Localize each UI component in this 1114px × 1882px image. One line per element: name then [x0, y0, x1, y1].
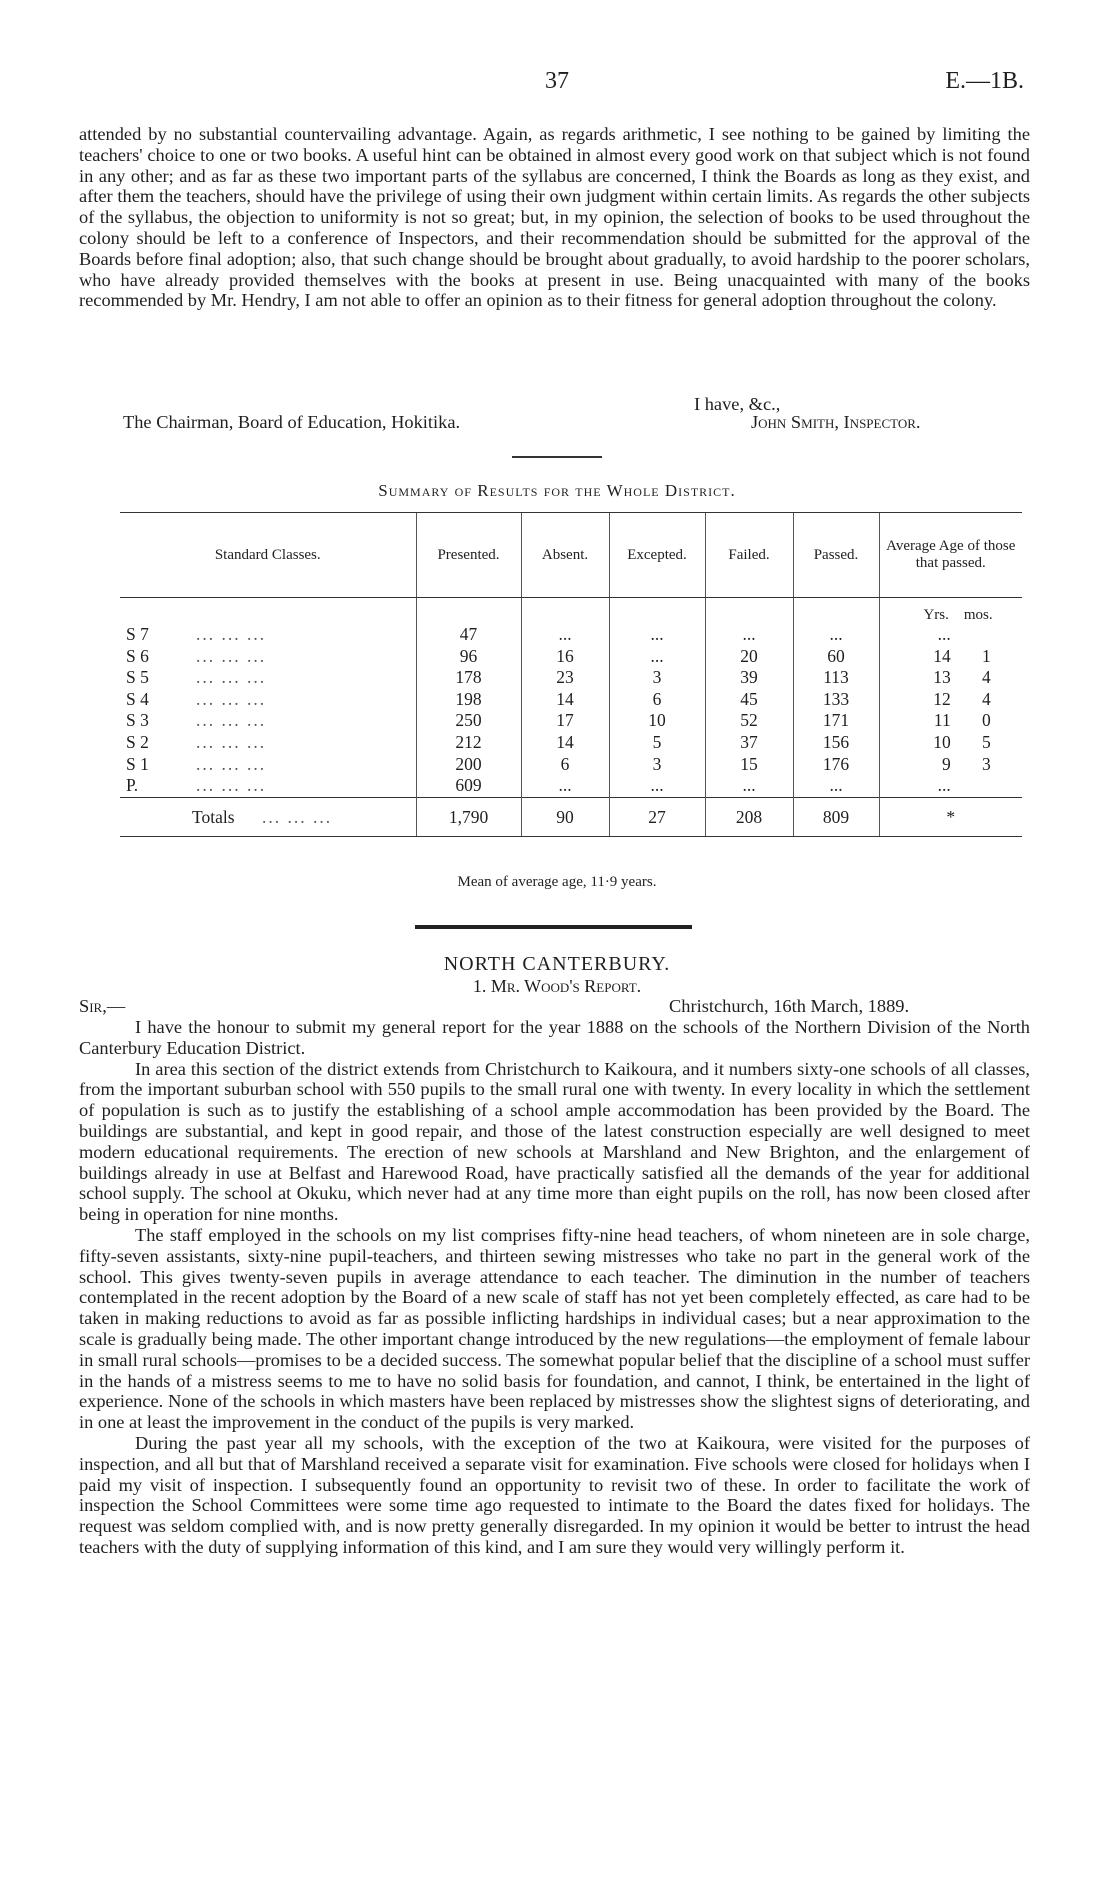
column-header: Failed. — [705, 513, 793, 598]
years-unit: Yrs. — [923, 607, 949, 623]
passed-cell: ... — [793, 624, 879, 646]
section-title: NORTH CANTERBURY. — [443, 953, 671, 975]
failed-cell: 15 — [705, 754, 793, 776]
column-header: Passed. — [793, 513, 879, 598]
failed-cell: 37 — [705, 732, 793, 754]
summary-table — [120, 512, 1022, 837]
age-years: 9 — [942, 753, 951, 774]
page-number: 37 — [545, 68, 569, 94]
paragraph: attended by no substantial countervailing advantage. Again, as regards arithmetic, I see nothing to be gained by limiting the teachers' choice to one or two books. A useful hint can be obtained in almost every good work on that subject which is not found in any other; and as far as these two important parts of the syllabus are concerned, I think the Boards as long as they exist, and after them the teachers, should have the privilege of using their own judgment within certain limits. As regards the other subjects of the syllabus, the objection to uniformity is not so great; but, in my opinion, the selection of books to be used throughout the colony should be left to a conference of Inspectors, and their recommendation should be submitted for the approval of the Boards before final adoption; also, that such change should be brought about gradually, to avoid hardship to the poorer scholars, who have already provided themselves with the books at present in use. Being unacquainted with many of the books recommended by Mr. Hendry, I am not able to offer an opinion as to their fitness for general adoption throughout the colony. — [79, 124, 1030, 311]
passed-cell: 176 — [793, 754, 879, 776]
presented-cell: 198 — [416, 689, 521, 711]
age-cell — [879, 754, 1022, 776]
leader-dots: ... ... ... — [196, 645, 267, 666]
excepted-total: 27 — [609, 797, 705, 836]
absent-cell: ... — [521, 775, 609, 797]
totals-cell — [120, 797, 416, 836]
age-cell — [879, 710, 1022, 732]
age-years: 13 — [933, 667, 951, 688]
presented-cell: 47 — [416, 624, 521, 646]
age-years: 10 — [933, 731, 951, 752]
column-header: Average Age of those that passed. — [879, 513, 1022, 598]
presented-cell: 200 — [416, 754, 521, 776]
failed-cell: ... — [705, 624, 793, 646]
table-row — [120, 775, 1022, 797]
passed-cell: 133 — [793, 689, 879, 711]
class-label: S 6 — [126, 645, 149, 666]
excepted-cell: 5 — [609, 732, 705, 754]
presented-cell: 609 — [416, 775, 521, 797]
class-cell — [120, 646, 416, 668]
failed-cell: 45 — [705, 689, 793, 711]
dateline: Christchurch, 16th March, 1889. — [669, 996, 910, 1016]
absent-cell: 17 — [521, 710, 609, 732]
failed-total: 208 — [705, 797, 793, 836]
table-row — [120, 732, 1022, 754]
excepted-cell: 3 — [609, 754, 705, 776]
failed-cell: 39 — [705, 667, 793, 689]
column-header: Presented. — [416, 513, 521, 598]
leader-dots: ... ... ... — [196, 775, 267, 796]
report-title: 1. Mr. Wood's Report. — [472, 976, 642, 996]
table-row — [120, 754, 1022, 776]
presented-cell: 96 — [416, 646, 521, 668]
failed-cell: 52 — [705, 710, 793, 732]
units-row — [120, 598, 1022, 625]
paragraph: I have the honour to submit my general report for the year 1888 on the schools of the Northern Division of the North Canterbury Education District. — [79, 1017, 1030, 1058]
table-title: Summary of Results for the Whole District. — [378, 481, 736, 500]
salutation: Sir,— — [79, 996, 126, 1016]
paragraph: During the past year all my schools, with the exception of the two at Kaikoura, were visited for the purposes of inspection, and all but that of Marshland received a separate visit for examination. Five schools were closed for holidays when I paid my visit of inspection. I subsequently found an opportunity to revisit two of these. In order to facilitate the work of inspection the School Committees were some time ago requested to intimate to the Board the dates fixed for holidays. The request was seldom complied with, and is now pretty generally disregarded. In my opinion it would be better to intrust the head teachers with the duty of supplying information of this kind, and I am sure they would very willingly perform it. — [79, 1432, 1030, 1557]
class-label: S 4 — [126, 688, 149, 709]
paragraph: The staff employed in the schools on my list comprises fifty-nine head teachers, of whom nineteen are in sole charge, fifty-seven assistants, sixty-nine pupil-teachers, and thirteen sewing mistresses who take no part in the general work of the school. This gives twenty-seven pupils in average attendance to each teacher. The diminution in the number of teachers contemplated in the recent adoption by the Board of a new scale of staff has not yet been completely effected, as care had to be taken in making reductions to avoid as far as possible inflicting hardships in individual cases; but a near approximation to the scale is gradually being made. The other important change introduced by the new regulations—the employment of female labour in small rural schools—promises to be a decided success. The somewhat popular belief that the discipline of a school must suffer in the hands of a mistress seems to me to have no solid basis for foundation, and cannot, I think, be entertained in the light of experience. None of the schools in which masters have been replaced by mistresses show the slightest signs of deteriorating, and in one at least the improvement in the conduct of the pupils is very marked. — [79, 1224, 1030, 1433]
months-unit: mos. — [963, 607, 993, 623]
passed-cell: 60 — [793, 646, 879, 668]
passed-cell: 171 — [793, 710, 879, 732]
table-note: Mean of average age, 11·9 years. — [457, 874, 657, 890]
age-months: 5 — [982, 731, 991, 752]
class-cell — [120, 689, 416, 711]
leader-dots: ... ... ... — [196, 667, 267, 688]
age-cell — [879, 689, 1022, 711]
absent-cell: 23 — [521, 667, 609, 689]
continued-paragraph — [79, 124, 1030, 311]
presented-cell: 212 — [416, 732, 521, 754]
table-row — [120, 710, 1022, 732]
divider — [512, 456, 602, 458]
leader-dots: ... ... ... — [196, 710, 267, 731]
column-header: Excepted. — [609, 513, 705, 598]
addressee: The Chairman, Board of Education, Hokitika. — [123, 412, 461, 432]
presented-total: 1,790 — [416, 797, 521, 836]
signature: John Smith, Inspector. — [751, 412, 921, 432]
excepted-cell: ... — [609, 646, 705, 668]
series-identifier: E.—1B. — [945, 68, 1024, 94]
report-body — [79, 1017, 1030, 1558]
age-months: 0 — [982, 710, 991, 731]
totals-row — [120, 797, 1022, 836]
passed-total: 809 — [793, 797, 879, 836]
class-label: S 1 — [126, 753, 149, 774]
table-header-row — [120, 513, 1022, 598]
absent-total: 90 — [521, 797, 609, 836]
age-cell — [879, 646, 1022, 668]
age-years: 11 — [933, 710, 951, 731]
age-years: 14 — [933, 645, 951, 666]
section-divider — [415, 925, 692, 929]
table-row — [120, 667, 1022, 689]
class-label: P. — [126, 775, 139, 796]
table-row — [120, 624, 1022, 646]
class-label: S 3 — [126, 710, 149, 731]
age-cell — [879, 667, 1022, 689]
page-header — [0, 68, 1114, 98]
class-cell — [120, 754, 416, 776]
failed-cell: ... — [705, 775, 793, 797]
class-label: S 2 — [126, 731, 149, 752]
age-years: ... — [937, 624, 951, 644]
excepted-cell: 3 — [609, 667, 705, 689]
absent-cell: 16 — [521, 646, 609, 668]
age-months: 4 — [982, 667, 991, 688]
presented-cell: 178 — [416, 667, 521, 689]
absent-cell: 14 — [521, 732, 609, 754]
absent-cell: ... — [521, 624, 609, 646]
have-etc: I have, &c., — [694, 394, 781, 414]
class-label: S 5 — [126, 667, 149, 688]
leader-dots: ... ... ... — [262, 806, 333, 827]
age-months: 3 — [982, 753, 991, 774]
presented-cell: 250 — [416, 710, 521, 732]
age-cell — [879, 732, 1022, 754]
failed-cell: 20 — [705, 646, 793, 668]
age-months: 1 — [982, 645, 991, 666]
excepted-cell: ... — [609, 624, 705, 646]
class-cell — [120, 775, 416, 797]
leader-dots: ... ... ... — [196, 731, 267, 752]
age-units — [879, 598, 1022, 625]
excepted-cell: ... — [609, 775, 705, 797]
age-years: 12 — [933, 688, 951, 709]
paragraph: In area this section of the district extends from Christchurch to Kaikoura, and it numbers sixty-one schools of all classes, from the important suburban school with 550 pupils to the small rural one with twenty. In every locality in which the settlement of population is such as to justify the establishing of a school ample accommodation has been provided by the Board. The buildings are substantial, and kept in good repair, and those of the latest construction especially are well designed to meet modern educational requirements. The erection of new schools at Marshland and New Brighton, and the enlargement of buildings already in use at Belfast and Harewood Road, have practically satisfied all the demands of the year for additional school supply. The school at Okuku, which never had at any time more than eight pupils on the roll, has now been closed after being in operation for nine months. — [79, 1058, 1030, 1225]
age-months: 4 — [982, 688, 991, 709]
age-cell — [879, 775, 1022, 797]
table-row — [120, 646, 1022, 668]
age-total: * — [879, 797, 1022, 836]
class-cell — [120, 732, 416, 754]
class-cell — [120, 667, 416, 689]
table-row — [120, 689, 1022, 711]
passed-cell: 156 — [793, 732, 879, 754]
leader-dots: ... ... ... — [196, 753, 267, 774]
column-header: Absent. — [521, 513, 609, 598]
excepted-cell: 10 — [609, 710, 705, 732]
passed-cell: ... — [793, 775, 879, 797]
class-label: S 7 — [126, 624, 149, 644]
leader-dots: ... ... ... — [196, 688, 267, 709]
leader-dots: ... ... ... — [196, 624, 267, 644]
excepted-cell: 6 — [609, 689, 705, 711]
absent-cell: 6 — [521, 754, 609, 776]
absent-cell: 14 — [521, 689, 609, 711]
passed-cell: 113 — [793, 667, 879, 689]
class-cell — [120, 624, 416, 646]
column-header: Standard Classes. — [120, 513, 416, 598]
class-cell — [120, 710, 416, 732]
totals-label: Totals — [192, 806, 235, 827]
age-cell — [879, 624, 1022, 646]
age-years: ... — [937, 775, 951, 796]
